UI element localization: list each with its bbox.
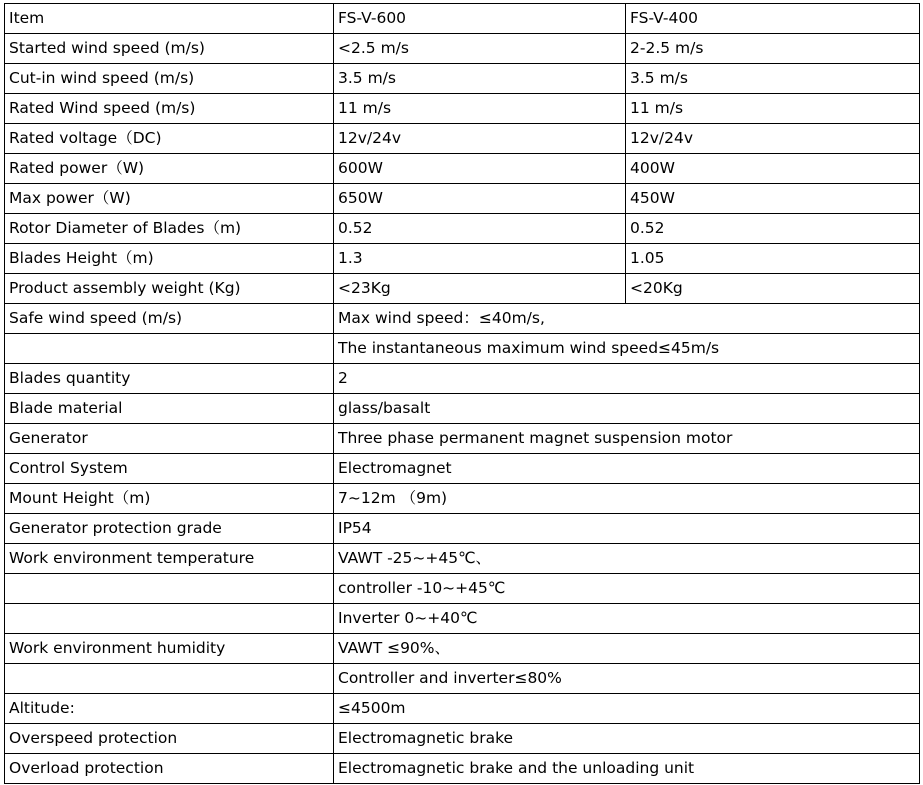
row-value-b: <20Kg [626,274,920,304]
row-label: Control System [5,454,334,484]
row-value-b: 12v/24v [626,124,920,154]
table-row [5,424,920,454]
row-label: Overload protection [5,754,334,784]
row-label: Work environment temperature [5,544,334,574]
row-label: Altitude: [5,694,334,724]
row-value-b: 400W [626,154,920,184]
row-value: 2 [334,364,920,394]
row-value-b: 0.52 [626,214,920,244]
table-row [5,754,920,784]
row-label: Work environment humidity [5,634,334,664]
row-value: controller -10~+45℃ [334,574,920,604]
row-value-a: 3.5 m/s [334,64,626,94]
table-row [5,214,920,244]
row-value: VAWT ≤90%、 [334,634,920,664]
row-value-b: 3.5 m/s [626,64,920,94]
row-label: Blades Height（m) [5,244,334,274]
table-row [5,154,920,184]
row-label: Max power（W) [5,184,334,214]
row-label [5,334,334,364]
table-row [5,334,920,364]
row-label: Rated Wind speed (m/s) [5,94,334,124]
row-value: Electromagnetic brake [334,724,920,754]
row-value: VAWT -25~+45℃、 [334,544,920,574]
row-label: Cut-in wind speed (m/s) [5,64,334,94]
row-value: IP54 [334,514,920,544]
table-row [5,364,920,394]
row-value: The instantaneous maximum wind speed≤45m/s [334,334,920,364]
table-header-row [5,4,920,34]
row-value-a: <23Kg [334,274,626,304]
table-row [5,544,920,574]
row-value-b: 11 m/s [626,94,920,124]
table-row [5,454,920,484]
table-row [5,514,920,544]
header-model-a: FS-V-600 [334,4,626,34]
table-row [5,184,920,214]
table-row [5,94,920,124]
row-value: ≤4500m [334,694,920,724]
row-value-a: 11 m/s [334,94,626,124]
row-label: Generator [5,424,334,454]
table-row [5,34,920,64]
row-label: Overspeed protection [5,724,334,754]
row-label [5,604,334,634]
row-value-a: <2.5 m/s [334,34,626,64]
row-label: Rotor Diameter of Blades（m) [5,214,334,244]
row-value: Electromagnetic brake and the unloading unit [334,754,920,784]
row-label: Started wind speed (m/s) [5,34,334,64]
row-value-a: 600W [334,154,626,184]
row-value-a: 1.3 [334,244,626,274]
table-row [5,634,920,664]
row-label: Mount Height（m) [5,484,334,514]
table-row [5,274,920,304]
row-value-a: 12v/24v [334,124,626,154]
table-row [5,124,920,154]
header-item: Item [5,4,334,34]
row-value: Controller and inverter≤80% [334,664,920,694]
row-label: Rated power（W) [5,154,334,184]
row-label [5,574,334,604]
row-value-a: 650W [334,184,626,214]
row-value: Inverter 0~+40℃ [334,604,920,634]
table-row [5,574,920,604]
row-label: Blade material [5,394,334,424]
table-row [5,724,920,754]
table-row [5,304,920,334]
table-row [5,64,920,94]
table-row [5,694,920,724]
row-label: Blades quantity [5,364,334,394]
spec-table [4,3,920,784]
row-value: Electromagnet [334,454,920,484]
row-value: 7~12m （9m) [334,484,920,514]
row-label: Safe wind speed (m/s) [5,304,334,334]
table-row [5,664,920,694]
row-value: Max wind speed：≤40m/s, [334,304,920,334]
table-row [5,484,920,514]
table-row [5,604,920,634]
header-model-b: FS-V-400 [626,4,920,34]
row-value: glass/basalt [334,394,920,424]
row-value-b: 450W [626,184,920,214]
row-label [5,664,334,694]
row-value-b: 1.05 [626,244,920,274]
row-value: Three phase permanent magnet suspension motor [334,424,920,454]
table-row [5,244,920,274]
row-value-a: 0.52 [334,214,626,244]
row-label: Product assembly weight (Kg) [5,274,334,304]
row-label: Rated voltage（DC) [5,124,334,154]
row-label: Generator protection grade [5,514,334,544]
table-row [5,394,920,424]
row-value-b: 2-2.5 m/s [626,34,920,64]
